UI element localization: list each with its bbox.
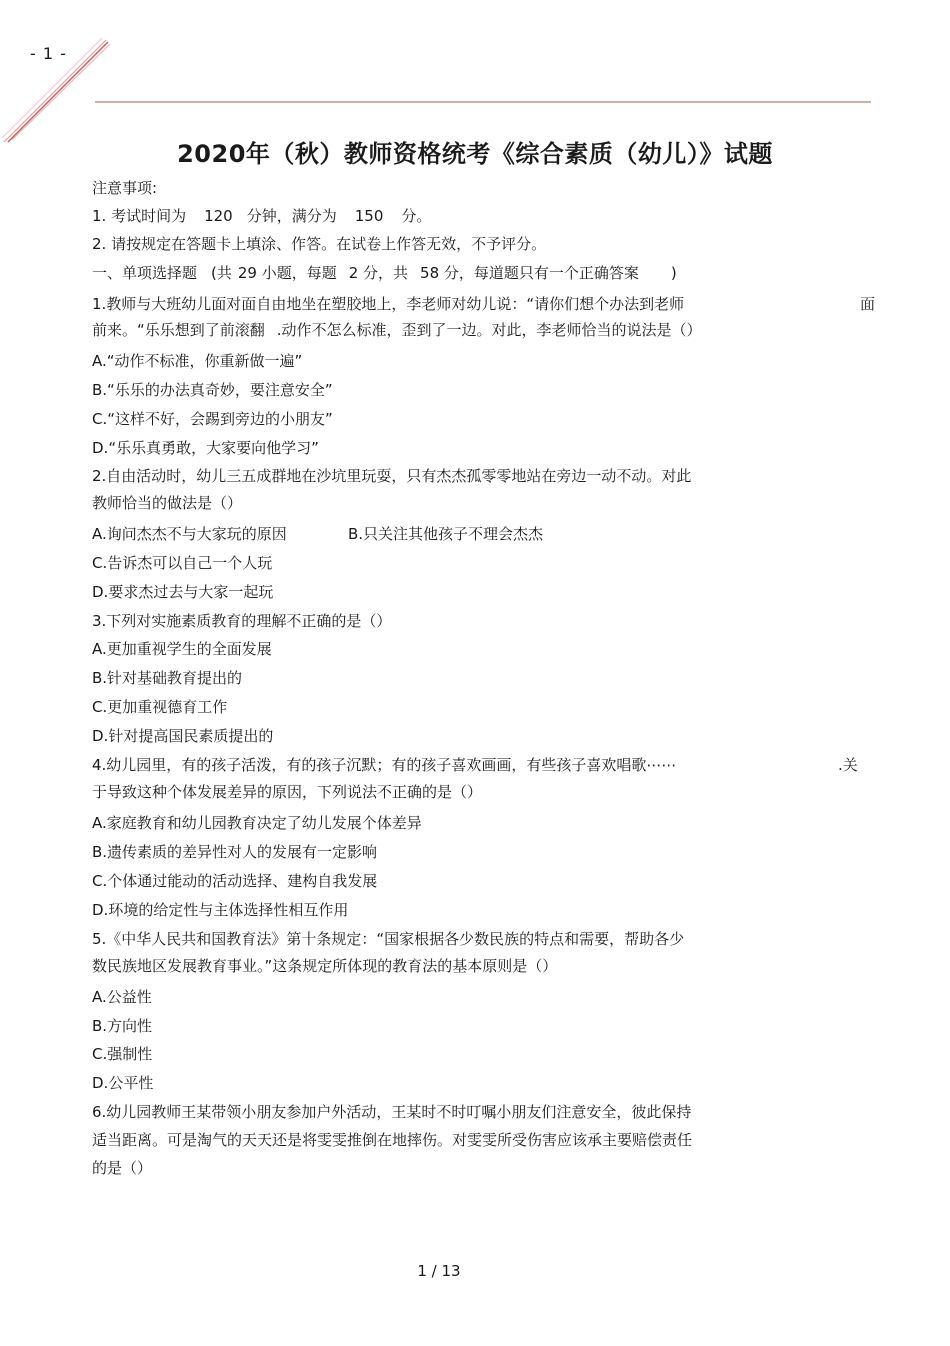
q1-stem-line2: 前来。“乐乐想到了前滚翻 .动作不怎么标准，歪到了一边。对此，李老师恰当的说法是（） [92,321,702,339]
q3-option-d: D.针对提高国民素质提出的 [92,727,274,745]
q4-option-d: D.环境的给定性与主体选择性相互作用 [92,901,349,919]
q2-option-d: D.要求杰过去与大家一起玩 [92,583,274,601]
q5-option-c: C.强制性 [92,1045,153,1063]
header-rule [95,101,871,103]
notice-item-2: 2. 请按规定在答题卡上填涂、作答。在试卷上作答无效，不予评分。 [92,235,547,253]
page-title: 2020年（秋）教师资格统考《综合素质（幼儿）》试题 [177,140,773,168]
q6-stem-line3: 的是（） [92,1159,153,1177]
q5-option-d: D.公平性 [92,1074,154,1092]
q2-stem-line1: 2.自由活动时，幼儿三五成群地在沙坑里玩耍，只有杰杰孤零零地站在旁边一动不动。对此 [92,467,692,485]
page-footer-number: 1 / 13 [417,1262,461,1280]
q4-stem-line1: 4.幼儿园里，有的孩子活泼，有的孩子沉默；有的孩子喜欢画画，有些孩子喜欢唱歌⋯⋯ [92,756,677,774]
q5-stem-line1: 5.《中华人民共和国教育法》第十条规定：“国家根据各少数民族的特点和需要，帮助各少 [92,930,685,948]
q1-option-a: A.“动作不标准，你重新做一遍” [92,352,303,370]
q2-option-c: C.告诉杰可以自己一个人玩 [92,554,273,572]
corner-stripe-decoration [0,0,120,150]
q2-option-b: B.只关注其他孩子不理会杰杰 [348,525,544,543]
q3-option-c: C.更加重视德育工作 [92,698,228,716]
q1-option-d: D.“乐乐真勇敢，大家要向他学习” [92,439,319,457]
q4-stem-line2: 于导致这种个体发展差异的原因，下列说法不正确的是（） [92,783,483,801]
q2-option-a: A.询问杰杰不与大家玩的原因 [92,525,287,543]
q4-option-c: C.个体通过能动的活动选择、建构自我发展 [92,872,378,890]
q5-stem-line2: 数民族地区发展教育事业。”这条规定所体现的教育法的基本原则是（） [92,957,558,975]
q1-stem-line1-end: 面 [860,295,876,313]
notice-heading: 注意事项: [92,179,158,197]
q4-stem-line1-end: .关 [838,756,858,774]
page-marker: - 1 - [30,44,67,63]
section-heading: 一、单项选择题 (共 29 小题，每题 2 分，共 58 分，每道题只有一个正确答案 ) [92,264,677,282]
q5-option-a: A.公益性 [92,988,152,1006]
notice-item-1: 1. 考试时间为 120 分钟，满分为 150 分。 [92,207,432,225]
q3-stem: 3.下列对实施素质教育的理解不正确的是（） [92,612,392,630]
q5-option-b: B.方向性 [92,1017,153,1035]
q6-stem-line2: 适当距离。可是淘气的天天还是将雯雯推倒在地摔伤。对雯雯所受伤害应该承主要赔偿责任 [92,1131,693,1149]
q2-stem-line2: 教师恰当的做法是（） [92,494,243,512]
q1-stem-line1: 1.教师与大班幼儿面对面自由地坐在塑胶地上，李老师对幼儿说：“请你们想个办法到老师 [92,295,685,313]
q4-option-a: A.家庭教育和幼儿园教育决定了幼儿发展个体差异 [92,814,422,832]
q6-stem-line1: 6.幼儿园教师王某带领小朋友参加户外活动，王某时不时叮嘱小朋友们注意安全，彼此保持 [92,1103,692,1121]
q1-option-c: C.“这样不好，会踢到旁边的小朋友” [92,410,333,428]
q3-option-a: A.更加重视学生的全面发展 [92,640,272,658]
q4-option-b: B.遗传素质的差异性对人的发展有一定影响 [92,843,378,861]
q1-option-b: B.“乐乐的办法真奇妙，要注意安全” [92,381,333,399]
q3-option-b: B.针对基础教育提出的 [92,669,243,687]
